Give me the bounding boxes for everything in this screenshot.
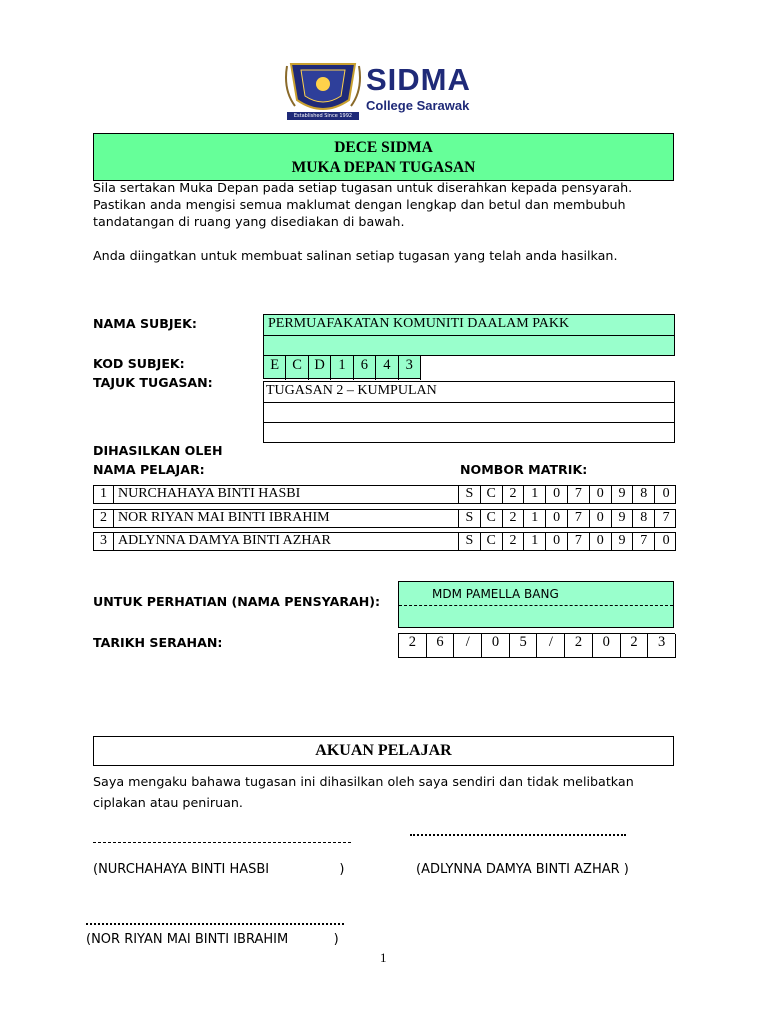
- matric-number-label: NOMBOR MATRIK:: [460, 462, 588, 477]
- student-name-label: NAMA PELAJAR:: [93, 462, 205, 477]
- assignment-title-label: TAJUK TUGASAN:: [93, 375, 213, 390]
- assignment-title-field-extra[interactable]: [263, 402, 675, 423]
- matric-char[interactable]: 9: [612, 486, 634, 503]
- signature-line-2[interactable]: [410, 834, 626, 836]
- matric-char[interactable]: 0: [546, 486, 568, 503]
- submission-date-char[interactable]: 2: [621, 634, 649, 658]
- logo-wordmark: SIDMA: [366, 62, 471, 97]
- student-row-number: 3: [94, 533, 114, 550]
- submission-date-char[interactable]: 5: [510, 634, 538, 658]
- student-name[interactable]: NOR RIYAN MAI BINTI IBRAHIM: [114, 510, 459, 527]
- student-row-number: 1: [94, 486, 114, 503]
- matric-char[interactable]: C: [481, 486, 503, 503]
- matric-char[interactable]: S: [459, 533, 481, 550]
- matric-char[interactable]: 0: [590, 510, 612, 527]
- subject-code-label: KOD SUBJEK:: [93, 356, 185, 371]
- header-box: [93, 133, 674, 181]
- submission-date-char[interactable]: 0: [593, 634, 621, 658]
- subject-code-char[interactable]: 4: [376, 356, 398, 380]
- declaration-line: Saya mengaku bahawa tugasan ini dihasilkan oleh saya sendiri dan tidak melibatkan: [93, 774, 634, 789]
- subject-name-field[interactable]: PERMUAFAKATAN KOMUNITI DAALAM PAKK: [263, 314, 675, 336]
- submission-date-label: TARIKH SERAHAN:: [93, 635, 223, 650]
- subject-code-char[interactable]: C: [286, 356, 308, 380]
- declaration-line: ciplakan atau peniruan.: [93, 795, 243, 810]
- declaration-text: [93, 771, 683, 813]
- declaration-title-box: [93, 736, 674, 766]
- signature-line-1[interactable]: [93, 842, 351, 843]
- matric-char[interactable]: 1: [524, 510, 546, 527]
- student-row-number: 2: [94, 510, 114, 527]
- lecturer-name: MDM PAMELLA BANG: [432, 587, 559, 601]
- matric-char[interactable]: 2: [503, 533, 525, 550]
- page-number: 1: [380, 950, 387, 965]
- matric-char[interactable]: 0: [590, 533, 612, 550]
- matric-char[interactable]: 0: [546, 533, 568, 550]
- logo-subtitle: College Sarawak: [366, 98, 470, 113]
- assignment-title-field[interactable]: TUGASAN 2 – KUMPULAN: [263, 381, 675, 403]
- matric-char[interactable]: C: [481, 510, 503, 527]
- submission-date-char[interactable]: 2: [399, 634, 427, 658]
- subject-code-char[interactable]: E: [264, 356, 286, 380]
- instructions-line: Sila sertakan Muka Depan pada setiap tugasan untuk diserahkan kepada pensyarah.: [93, 180, 633, 195]
- matric-char[interactable]: 0: [590, 486, 612, 503]
- assignment-title-field-extra[interactable]: [263, 422, 675, 443]
- produced-by-label: DIHASILKAN OLEH: [93, 443, 223, 458]
- signature-name-1: (NURCHAHAYA BINTI HASBI ): [93, 862, 345, 877]
- matric-char[interactable]: 2: [503, 486, 525, 503]
- subject-code-boxes[interactable]: [263, 355, 420, 379]
- submission-date-char[interactable]: 6: [427, 634, 455, 658]
- student-row[interactable]: [93, 532, 676, 551]
- student-row[interactable]: [93, 485, 676, 504]
- instructions-line: Pastikan anda mengisi semua maklumat dengan lengkap dan betul dan membubuh: [93, 197, 626, 212]
- declaration-title: AKUAN PELAJAR: [315, 742, 452, 759]
- matric-char[interactable]: 0: [546, 510, 568, 527]
- matric-char[interactable]: 2: [503, 510, 525, 527]
- subject-code-char[interactable]: D: [309, 356, 331, 380]
- reminder-paragraph: Anda diingatkan untuk membuat salinan setiap tugasan yang telah anda hasilkan.: [93, 248, 618, 263]
- lecturer-field[interactable]: [398, 581, 674, 628]
- matric-char[interactable]: 1: [524, 486, 546, 503]
- matric-char[interactable]: 7: [633, 533, 655, 550]
- matric-char[interactable]: 0: [662, 533, 670, 548]
- matric-char[interactable]: 7: [568, 533, 590, 550]
- subject-code-char[interactable]: 3: [399, 356, 421, 380]
- instructions-line: tandatangan di ruang yang disediakan di bawah.: [93, 214, 405, 229]
- signature-line-3[interactable]: [86, 923, 344, 925]
- student-name[interactable]: NURCHAHAYA BINTI HASBI: [114, 486, 459, 503]
- instructions-paragraph: [93, 179, 683, 230]
- matric-char[interactable]: 1: [524, 533, 546, 550]
- matric-char[interactable]: 9: [612, 510, 634, 527]
- submission-date-char[interactable]: /: [538, 634, 566, 658]
- logo-badge-text: Established Since 1992: [293, 113, 353, 119]
- matric-char[interactable]: 8: [633, 486, 655, 503]
- subject-name-field-extra[interactable]: [263, 335, 675, 356]
- submission-date-char[interactable]: 3: [648, 634, 676, 658]
- submission-date-boxes[interactable]: [398, 633, 675, 658]
- matric-char[interactable]: 7: [662, 510, 670, 525]
- matric-char[interactable]: 9: [612, 533, 634, 550]
- header-subtitle: MUKA DEPAN TUGASAN: [291, 159, 476, 176]
- student-name[interactable]: ADLYNNA DAMYA BINTI AZHAR: [114, 533, 459, 550]
- matric-char[interactable]: 7: [568, 486, 590, 503]
- matric-char[interactable]: 7: [568, 510, 590, 527]
- submission-date-char[interactable]: 0: [482, 634, 510, 658]
- submission-date-char[interactable]: /: [454, 634, 482, 658]
- lecturer-label: UNTUK PERHATIAN (NAMA PENSYARAH):: [93, 594, 381, 609]
- subject-code-char[interactable]: 1: [331, 356, 353, 380]
- header-title: DECE SIDMA: [334, 139, 433, 156]
- subject-code-char[interactable]: 6: [354, 356, 376, 380]
- signature-name-3: (NOR RIYAN MAI BINTI IBRAHIM ): [86, 932, 339, 947]
- college-logo: [283, 60, 493, 122]
- subject-name-label: NAMA SUBJEK:: [93, 316, 197, 331]
- signature-name-2: (ADLYNNA DAMYA BINTI AZHAR ): [416, 862, 629, 877]
- submission-date-char[interactable]: 2: [565, 634, 593, 658]
- matric-char[interactable]: S: [459, 510, 481, 527]
- lecturer-field-divider: [399, 605, 673, 606]
- matric-char[interactable]: 0: [662, 486, 670, 501]
- matric-char[interactable]: S: [459, 486, 481, 503]
- matric-char[interactable]: 8: [633, 510, 655, 527]
- matric-char[interactable]: C: [481, 533, 503, 550]
- student-row[interactable]: [93, 509, 676, 528]
